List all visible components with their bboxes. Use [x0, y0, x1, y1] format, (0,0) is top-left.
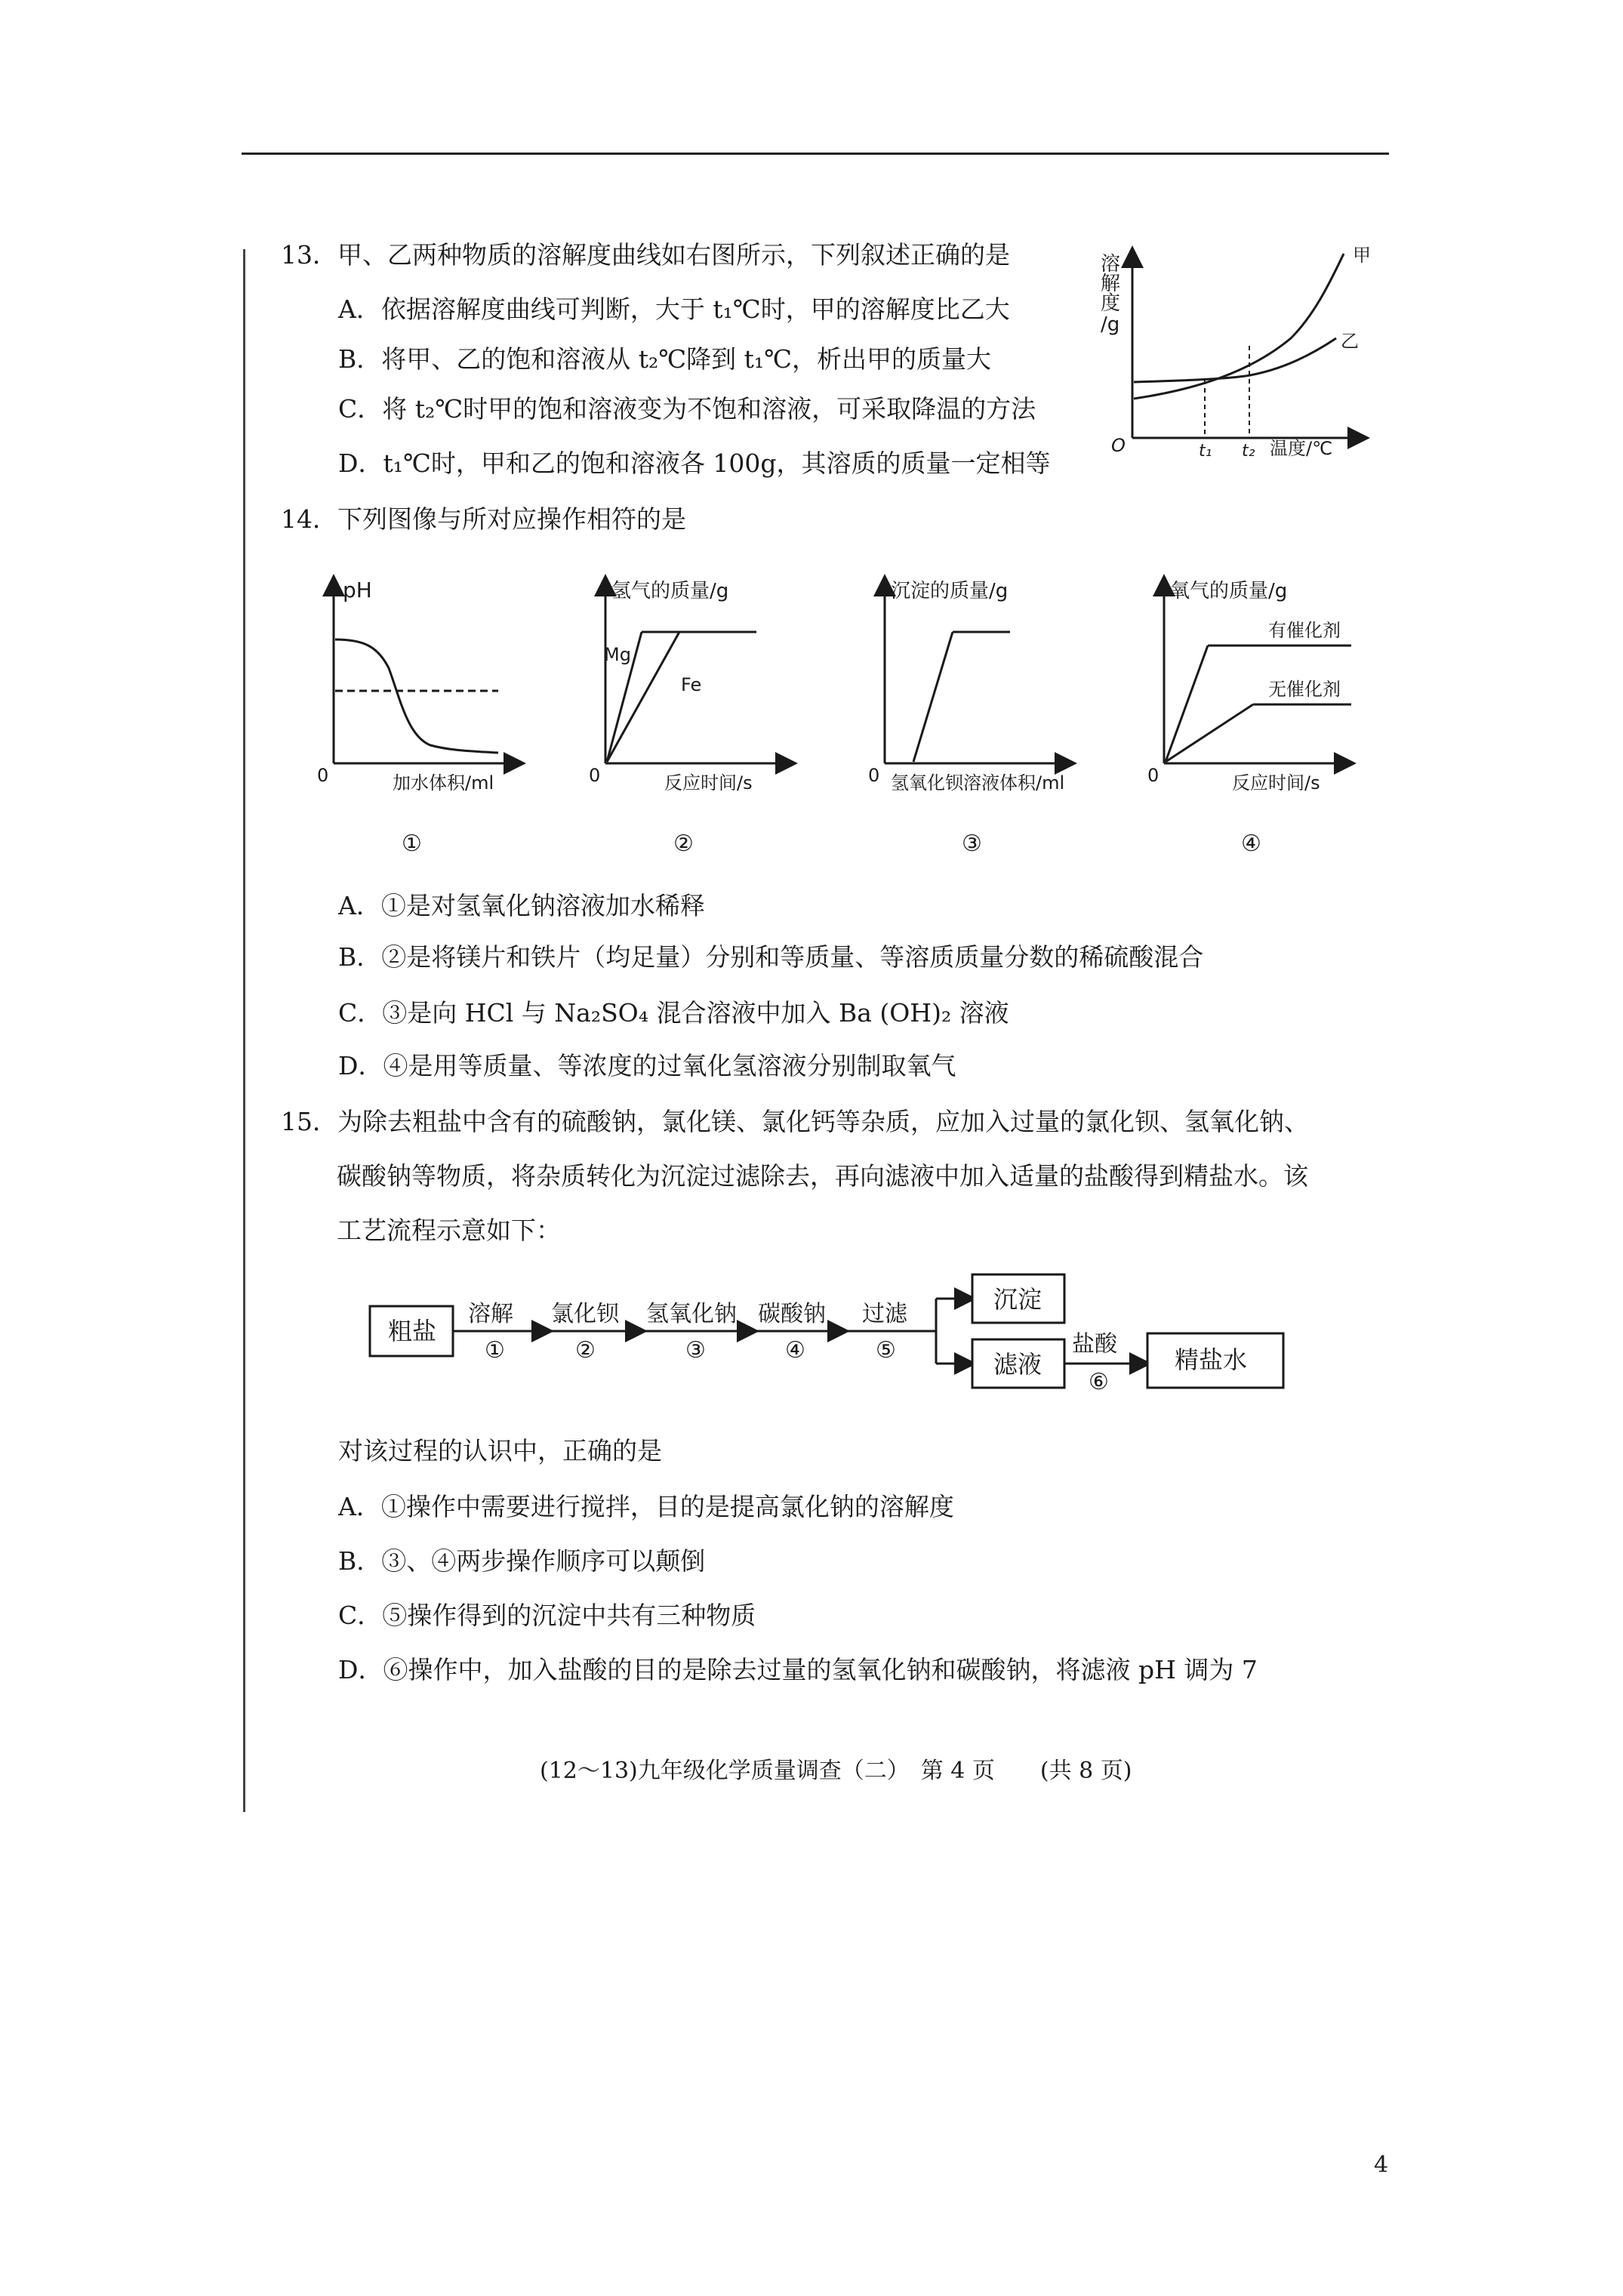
step-2-num: ② [575, 1337, 596, 1364]
precipitate-label: 沉淀 [993, 1285, 1042, 1314]
q14-option-d: D．④是用等质量、等浓度的过氧化氢溶液分别制取氧气 [338, 1051, 956, 1080]
ylabel-4: /g [1101, 313, 1120, 336]
xlabel: 温度/℃ [1270, 438, 1333, 459]
origin: 0 [1147, 765, 1160, 786]
catalyst-label: 有催化剂 [1268, 620, 1341, 641]
q15-line-1: 15．为除去粗盐中含有的硫酸钠，氯化镁、氯化钙等杂质，应加入过量的氯化钡、氢氧化钠、 [281, 1107, 1309, 1136]
header-rule [242, 153, 1389, 155]
mg-label: Mg [604, 644, 631, 665]
step-4-num: ④ [785, 1337, 805, 1364]
xlabel: 氢氧化钡溶液体积/ml [891, 772, 1065, 794]
ph-curve [335, 639, 498, 753]
no-catalyst-label: 无催化剂 [1268, 679, 1341, 700]
t1-label: t₁ [1199, 442, 1212, 461]
graph-number: ① [402, 831, 422, 857]
curve-yi [1134, 338, 1336, 382]
step-1-num: ① [485, 1337, 505, 1364]
q15-line-3: 工艺流程示意如下： [337, 1216, 561, 1245]
q15-line-2: 碳酸钠等物质，将杂质转化为沉淀过滤除去，再向滤液中加入适量的盐酸得到精盐水。该 [337, 1161, 1308, 1191]
q14-option-b: B．②是将镁片和铁片（均足量）分别和等质量、等溶质质量分数的稀硫酸混合 [338, 942, 1204, 972]
step-4-label: 碳酸钠 [758, 1301, 826, 1327]
ylabel: 氧气的质量/g [1170, 580, 1288, 603]
ylabel-3: 度 [1101, 292, 1121, 315]
q14-graph-4 [1147, 570, 1397, 857]
refined-brine-label: 精盐水 [1175, 1345, 1248, 1374]
origin-label: O [1111, 435, 1126, 456]
q14-graph-1 [317, 570, 559, 857]
origin: 0 [868, 765, 880, 786]
q14-option-a: A．①是对氢氧化钠溶液加水稀释 [338, 891, 705, 920]
q13-option-c: C．将 t₂℃时甲的饱和溶液变为不饱和溶液，可采取降温的方法 [338, 394, 1036, 424]
step-3-label: 氢氧化钠 [646, 1301, 737, 1327]
q15-prompt: 对该过程的认识中，正确的是 [338, 1436, 662, 1465]
graph-number: ④ [1241, 831, 1261, 857]
t2-label: t₂ [1242, 442, 1255, 461]
catalyst-rise [1166, 646, 1208, 762]
q13-option-b: B．将甲、乙的饱和溶液从 t₂℃降到 t₁℃，析出甲的质量大 [338, 344, 992, 374]
process-flow-diagram [362, 1253, 1321, 1404]
origin: 0 [317, 765, 329, 786]
q15-option-a: A．①操作中需要进行搅拌，目的是提高氯化钠的溶解度 [338, 1492, 954, 1521]
page-number: 4 [1374, 2152, 1389, 2178]
acid-label: 盐酸 [1072, 1331, 1117, 1358]
xlabel: 反应时间/s [1232, 772, 1320, 794]
solubility-graph [1095, 240, 1397, 467]
fe-label: Fe [681, 674, 702, 695]
ylabel: pH [343, 578, 372, 603]
q15-option-d: D．⑥操作中，加入盐酸的目的是除去过量的氢氧化钠和碳酸钠，将滤液 pH 调为 7 [338, 1655, 1258, 1684]
curve-yi-label: 乙 [1341, 331, 1359, 352]
q15-option-b: B．③、④两步操作顺序可以颠倒 [338, 1546, 706, 1576]
filtrate-label: 滤液 [993, 1350, 1042, 1379]
q13-option-d: D．t₁℃时，甲和乙的饱和溶液各 100g，其溶质的质量一定相等 [338, 448, 1051, 478]
acid-num: ⑥ [1089, 1369, 1109, 1395]
curve-jia-label: 甲 [1353, 245, 1371, 266]
step-5-num: ⑤ [876, 1337, 896, 1364]
origin: 0 [589, 765, 601, 786]
margin-rule [243, 249, 245, 1812]
q15-option-c: C．⑤操作得到的沉淀中共有三种物质 [338, 1601, 756, 1630]
xlabel: 反应时间/s [664, 772, 753, 794]
q13-option-a: A．依据溶解度曲线可判断，大于 t₁℃时，甲的溶解度比乙大 [338, 294, 1010, 324]
step-1-label: 溶解 [468, 1301, 513, 1327]
step-5-label: 过滤 [862, 1301, 907, 1327]
ylabel-1: 溶 [1101, 253, 1121, 276]
ylabel-2: 解 [1101, 273, 1121, 295]
page-footer: (12～13)九年级化学质量调查（二） 第 4 页 (共 8 页) [540, 1758, 1132, 1784]
step-2-label: 氯化钡 [551, 1301, 619, 1327]
no-catalyst-rise [1166, 704, 1253, 762]
crude-salt-label: 粗盐 [388, 1317, 437, 1345]
q14-option-c: C．③是向 HCl 与 Na₂SO₄ 混合溶液中加入 Ba (OH)₂ 溶液 [338, 998, 1009, 1028]
xlabel: 加水体积/ml [393, 772, 494, 794]
ylabel: 沉淀的质量/g [891, 580, 1009, 603]
step-3-num: ③ [685, 1337, 706, 1364]
ylabel: 氢气的质量/g [611, 580, 729, 603]
q14-graph-3 [868, 570, 1117, 857]
q14-graph-2 [589, 570, 830, 857]
graph-number: ② [673, 831, 694, 857]
graph-number: ③ [962, 831, 982, 857]
q14-stem: 14．下列图像与所对应操作相符的是 [281, 504, 686, 534]
q13-stem: 13．甲、乙两种物质的溶解度曲线如右图所示，下列叙述正确的是 [281, 240, 1010, 270]
precipitate-rise [913, 632, 953, 762]
